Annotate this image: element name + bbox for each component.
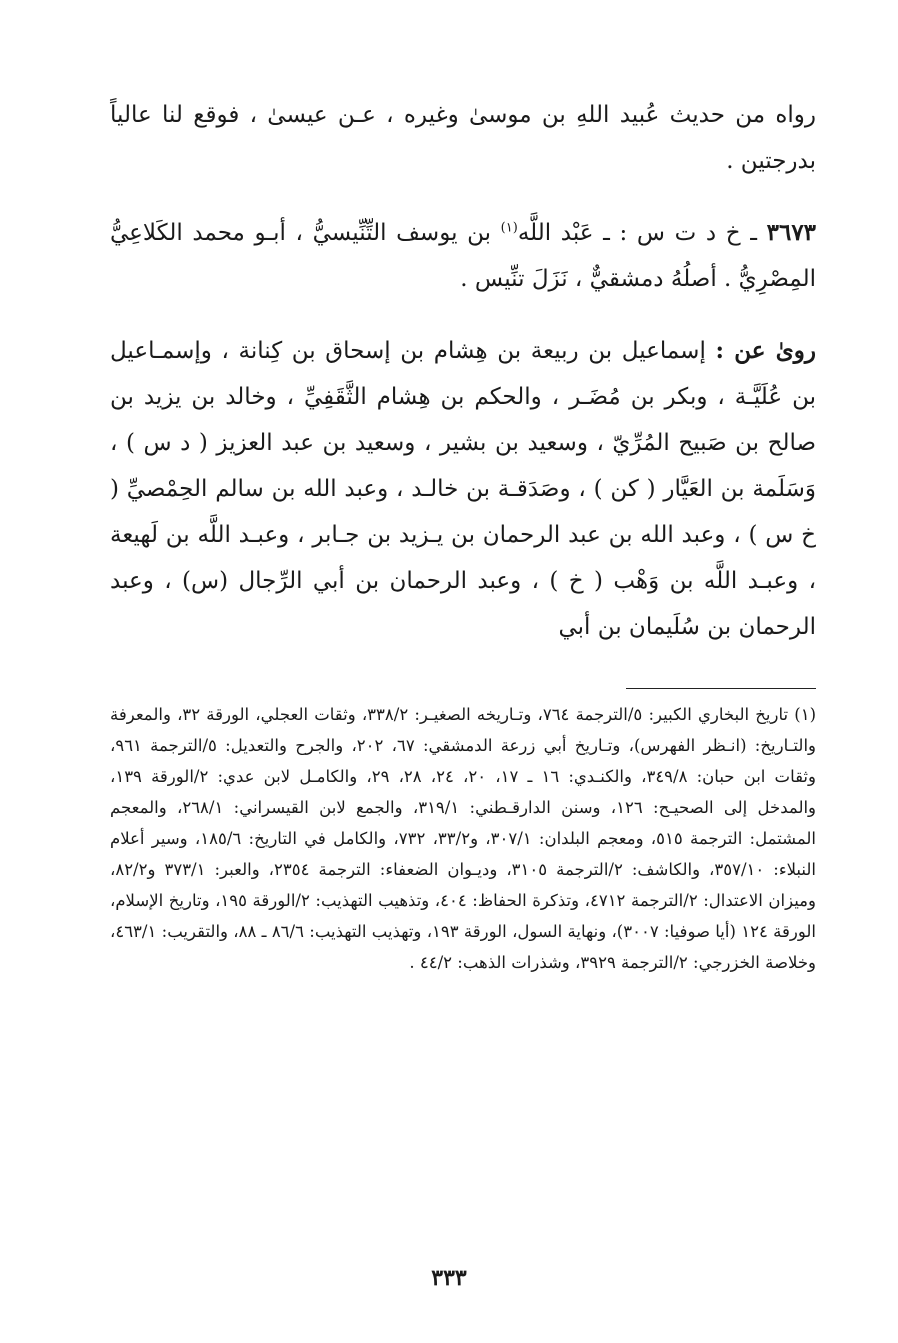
narrated-from-paragraph xyxy=(110,328,816,650)
footnote-separator xyxy=(626,688,816,689)
entry-number: ٣٦٧٣ xyxy=(766,219,817,246)
book-page xyxy=(110,92,816,1303)
entry-name: ـ عَبْد اللَّه xyxy=(517,220,610,246)
paragraph-text: رواه من حديث عُبيد اللهِ بن موسىٰ وغيره ، عـن عيسىٰ ، فوقع لنا عالياً بدرجتين . xyxy=(110,102,816,174)
footnote-reference: (١) xyxy=(500,220,518,236)
entry-description: بن يوسف التِّنِّيسيُّ ، أبـو محمد الكَلاعِيُّ المِصْرِيُّ . أصلُهُ دمشقيٌّ ، نَزَلَ تنِّيس . xyxy=(110,220,816,292)
narrated-from-label: روىٰ عن : xyxy=(715,337,816,364)
footnote-text: (١) تاريخ البخاري الكبير: ٥/الترجمة ٧٦٤، وتـاريخه الصغيـر: ٣٣٨/٢، وثقات العجلي، الورقة ٣٢، والمعرفة والتـاريخ: (انـظر الفهرس)، وتـاريخ أبي زرعة الدمشقي: ٦٧، ٢٠٢، والجرح والتعديل: ٥/الترجمة ٩٦١، وثقات ابن حبان: ٣٤٩/٨، والكنـدي: ١٦ ـ ١٧، ٢٠، ٢٤، ٢٨، ٢٩، والكامـل لابن عدي: ٢/الورقة ١٣٩، والمدخل إلى الصحيـح: ١٢٦، وسنن الدارقـطني: ٣١٩/١، والجمع لابن القيسراني: ٢٦٨/١، والمعجم المشتمل: الترجمة ٥١٥، ومعجم البلدان: ٣٠٧/١، و٣٣/٢، ٧٣٢، والكامل في التاريخ: ١٨٥/٦، وسير أعلام النبلاء: ٣٥٧/١٠، والكاشف: ٢/الترجمة ٣١٠٥، وديـوان الضعفاء: الترجمة ٢٣٥٤، والعبر: ٣٧٣/١ و٨٢/٢، وميزان الاعتدال: ٢/الترجمة ٤٧١٢، وتذكرة الحفاظ: ٤٠٤، وتذهيب التهذيب: ٢/الورقة ١٩٥، وتاريخ الإسلام، الورقة ١٢٤ (أيا صوفيا: ٣٠٠٧)، ونهاية السول، الورقة ١٩٣، وتهذيب التهذيب: ٨٦/٦ ـ ٨٨، والتقريب: ٤٦٣/١، وخلاصة الخزرجي: ٢/الترجمة ٣٩٢٩، وشذرات الذهب: ٤٤/٢ . xyxy=(110,705,817,972)
page-number: ٣٣٣ xyxy=(431,1265,467,1291)
entry-codes: ـ خ د ت س : xyxy=(619,220,757,246)
narrated-from-list: إسماعيل بن ربيعة بن هِشام بن إسحاق بن كِنانة ، وإسمـاعيل بن عُلَيَّـة ، وبكر بن مُضَـر ، والحكم بن هِشام الثَّقَفِيِّ ، وخالد بن يزيد بن صالح بن صَبيح المُرِّيّ ، وسعيد بن بشير ، وسعيد بن عبد العزيز ( د س ) ، وَسَلَمة بن العَيَّار ( كن ) ، وصَدَقـة بن خالـد ، وعبد الله بن سالم الحِمْصيِّ ( خ س ) ، وعبد الله بن عبد الرحمان بن يـزيد بن جـابر ، وعبـد اللَّه بن لَهيعة ، وعبـد اللَّه بن وَهْب ( خ ) ، وعبد الرحمان بن أبي الرِّجال (س) ، وعبد الرحمان بن سُلَيمان بن أبي xyxy=(110,338,816,640)
entry-heading xyxy=(110,210,816,302)
footnote xyxy=(110,699,816,978)
paragraph-previous-entry-end xyxy=(110,92,816,184)
main-text xyxy=(110,92,816,650)
